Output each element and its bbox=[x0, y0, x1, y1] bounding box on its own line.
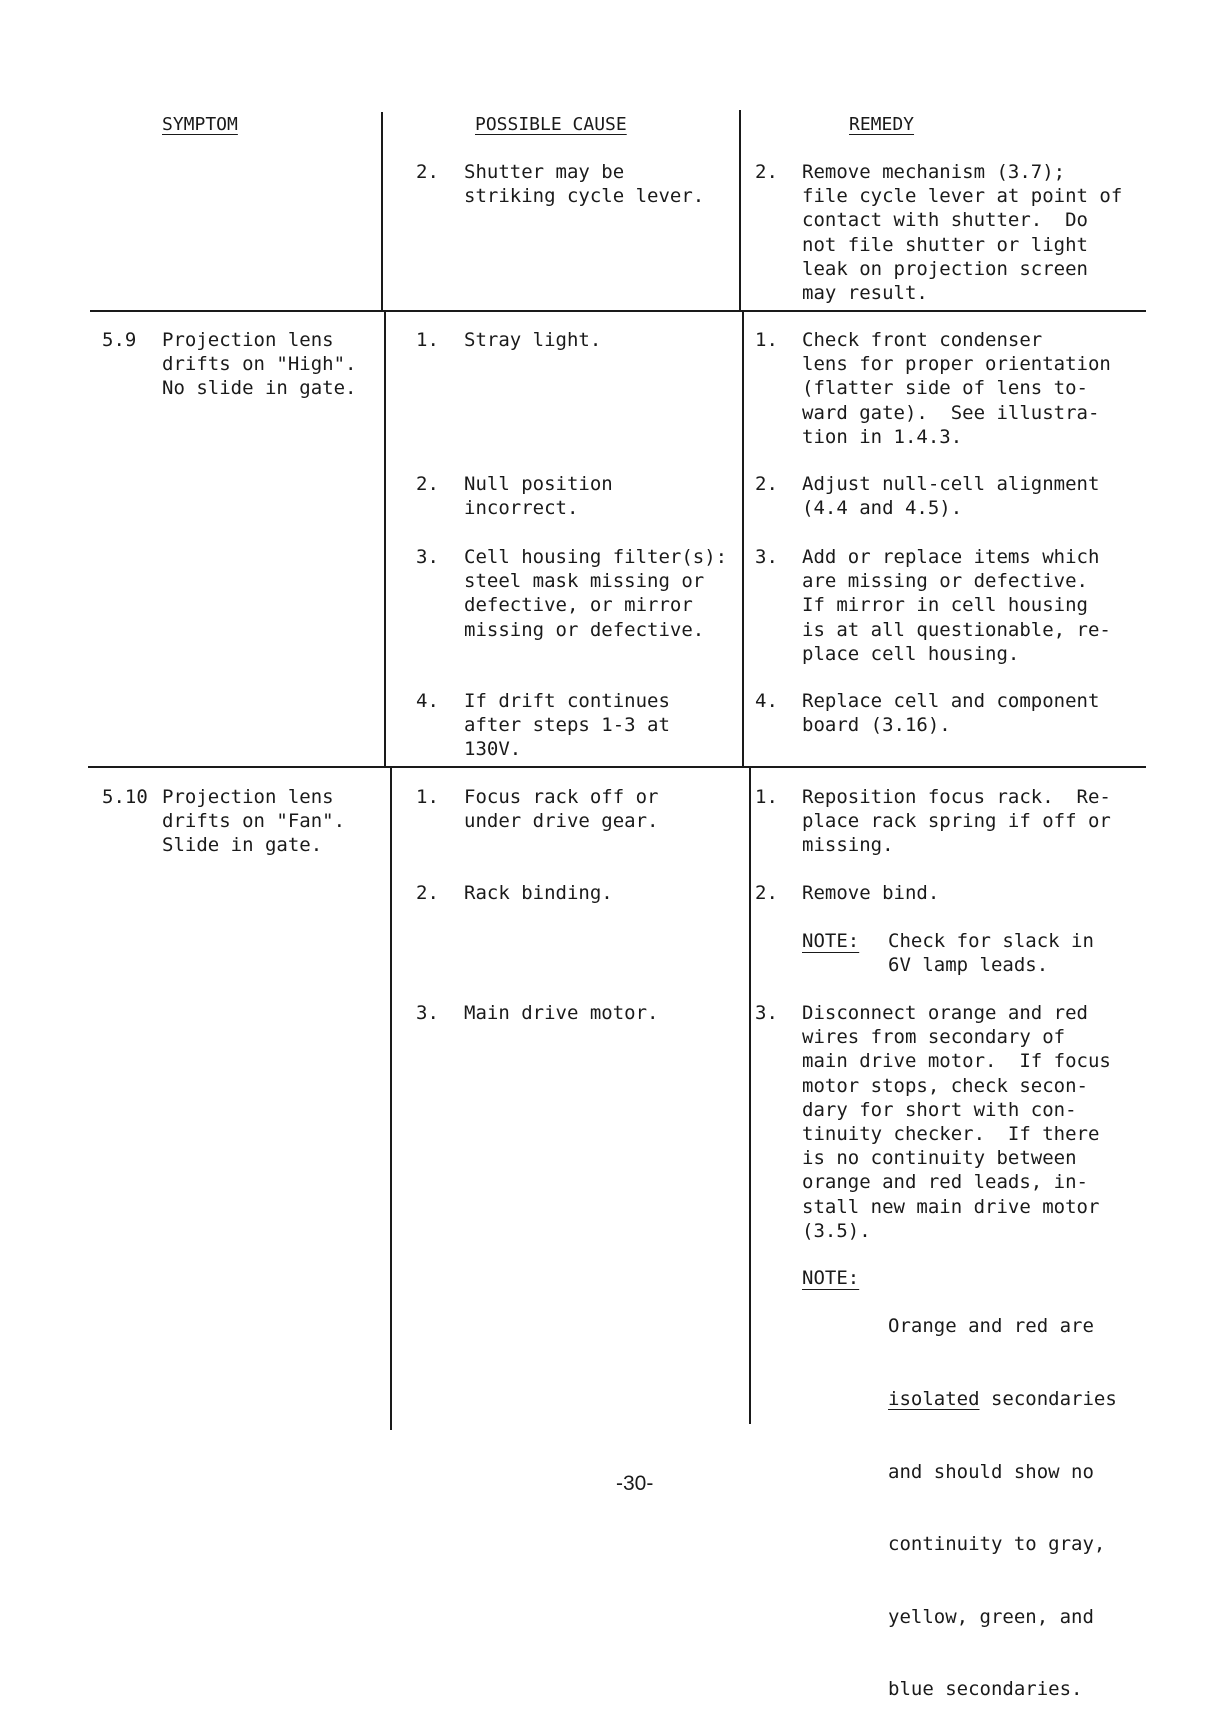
cause-number: 2. bbox=[416, 473, 439, 495]
remedy-number: 3. bbox=[755, 546, 778, 568]
row-divider-2 bbox=[88, 766, 1146, 768]
remedy-text: Add or replace items which are missing or defective. If mirror in cell housing is at all questionable, re- place cell housing. bbox=[802, 546, 1111, 665]
cause-text: Shutter may be striking cycle lever. bbox=[464, 161, 705, 208]
cause-text: Cell housing filter(s): steel mask missing or defective, or mirror missing or defective. bbox=[464, 546, 728, 641]
symptom-text: Projection lens drifts on "Fan". Slide in gate. bbox=[162, 786, 346, 857]
isolated-emphasis: isolated bbox=[888, 1388, 980, 1411]
cause-number: 1. bbox=[416, 786, 439, 808]
divider-right-mid bbox=[742, 311, 744, 767]
remedy-text: Remove mechanism (3.7); file cycle lever at point of contact with shutter. Do not file shutter or light leak on projection screen may result. bbox=[802, 161, 1123, 305]
remedy-number: 1. bbox=[755, 329, 778, 351]
cause-text: Stray light. bbox=[464, 329, 602, 351]
remedy-text: Remove bind. bbox=[802, 882, 940, 904]
cause-number: 4. bbox=[416, 690, 439, 712]
symptom-number: 5.10 bbox=[102, 786, 148, 808]
divider-right-lower bbox=[749, 767, 751, 1424]
header-possible-cause: POSSIBLE CAUSE bbox=[475, 114, 627, 135]
remedy-number: 4. bbox=[755, 690, 778, 712]
remedy-number: 3. bbox=[755, 1002, 778, 1024]
note-label: NOTE: bbox=[802, 930, 860, 952]
remedy-text: Reposition focus rack. Re- place rack spring if off or missing. bbox=[802, 786, 1111, 857]
cause-text: Focus rack off or under drive gear. bbox=[464, 786, 659, 833]
note-text: Orange and red are isolated secondaries and should show no continuity to gray, yellow, green, and blue secondaries. bbox=[888, 1315, 1117, 1701]
remedy-number: 1. bbox=[755, 786, 778, 808]
remedy-text: Check front condenser lens for proper orientation (flatter side of lens to- ward gate). See illustra- tion in 1.4.3. bbox=[802, 329, 1111, 448]
remedy-number: 2. bbox=[755, 473, 778, 495]
cause-text: If drift continues after steps 1-3 at 130V. bbox=[464, 690, 670, 761]
remedy-text: Replace cell and component board (3.16). bbox=[802, 690, 1100, 737]
note-label: NOTE: bbox=[802, 1267, 860, 1289]
divider-left-lower bbox=[390, 767, 392, 1430]
cause-text: Null position incorrect. bbox=[464, 473, 613, 520]
cause-text: Main drive motor. bbox=[464, 1002, 659, 1024]
remedy-number: 2. bbox=[755, 882, 778, 904]
note-text: Check for slack in 6V lamp leads. bbox=[888, 930, 1094, 977]
remedy-text: Adjust null-cell alignment (4.4 and 4.5). bbox=[802, 473, 1100, 520]
symptom-number: 5.9 bbox=[102, 329, 137, 351]
cause-text: Rack binding. bbox=[464, 882, 613, 904]
divider-right-upper bbox=[739, 110, 741, 310]
divider-left-mid bbox=[384, 311, 386, 767]
header-symptom: SYMPTOM bbox=[162, 114, 238, 135]
remedy-number: 2. bbox=[755, 161, 778, 183]
divider-left-upper bbox=[381, 112, 383, 310]
symptom-text: Projection lens drifts on "High". No slide in gate. bbox=[162, 329, 357, 400]
cause-number: 3. bbox=[416, 546, 439, 568]
page-number: -30- bbox=[616, 1472, 654, 1495]
cause-number: 2. bbox=[416, 161, 439, 183]
cause-number: 2. bbox=[416, 882, 439, 904]
cause-number: 3. bbox=[416, 1002, 439, 1024]
remedy-text: Disconnect orange and red wires from secondary of main drive motor. If focus motor stops, check secon- dary for short with con- tinuity checker. If there is no continuity between orange and red leads, in- stall new main drive motor (3.5). bbox=[802, 1002, 1111, 1242]
row-divider-1 bbox=[90, 310, 1146, 312]
header-remedy: REMEDY bbox=[849, 114, 915, 135]
cause-number: 1. bbox=[416, 329, 439, 351]
